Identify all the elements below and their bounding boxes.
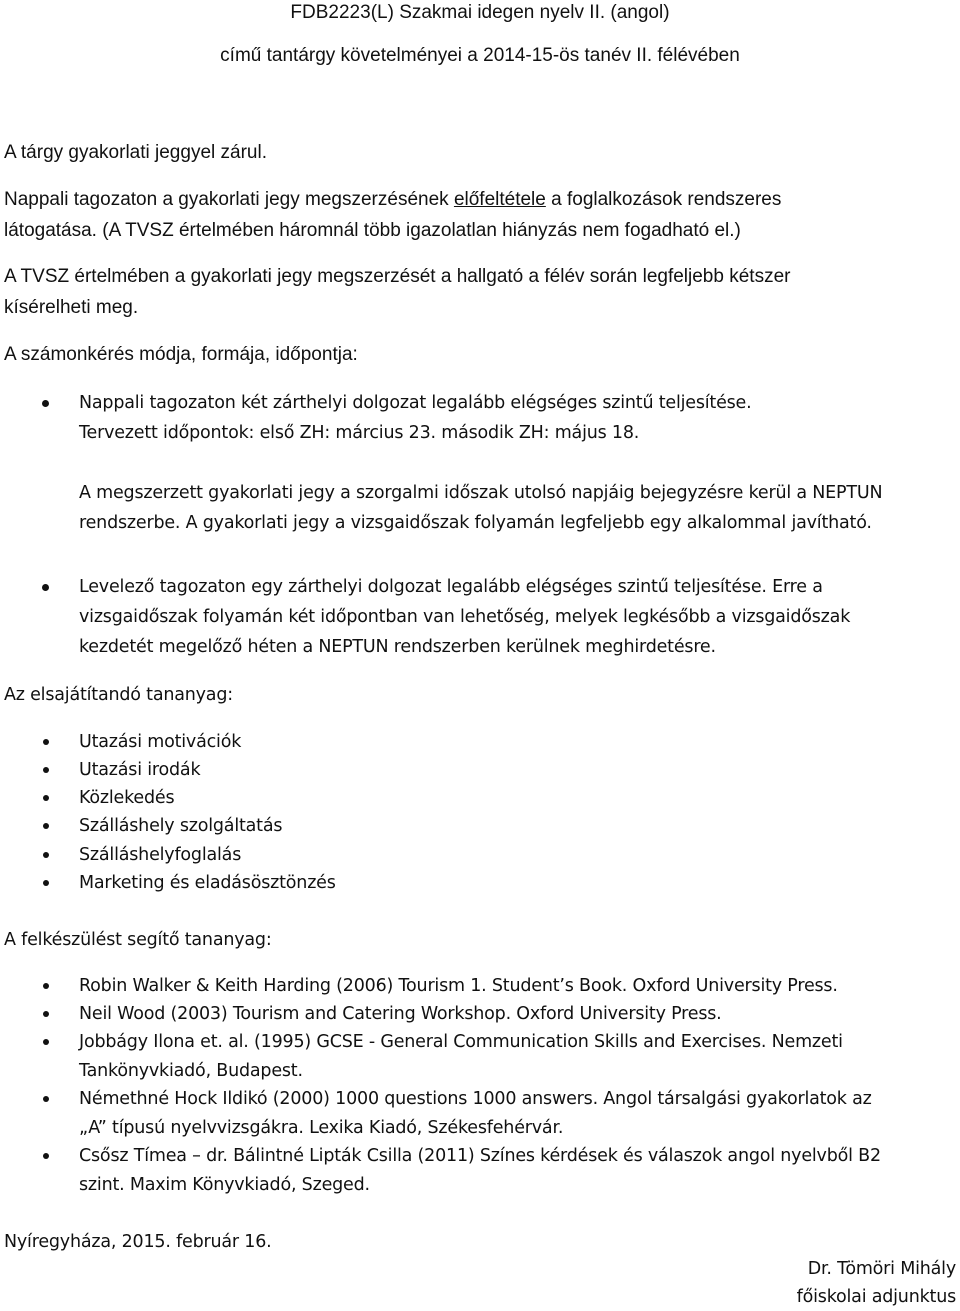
- reference-item-cont: „A” típusú nyelvvizsgákra. Lexika Kiadó, Székesfehérvár.: [79, 1118, 564, 1138]
- intro-paragraph-2-line2: látogatása. (A TVSZ értelmében háromnál több igazolatlan hiányzás nem fogadható el.): [4, 220, 741, 241]
- bullet-icon: [43, 795, 49, 801]
- bullet-icon: [43, 852, 49, 858]
- document-title-line2: című tantárgy követelményei a 2014-15-ös tanév II. félévében: [220, 45, 740, 66]
- reference-item-cont: Tankönyvkiadó, Budapest.: [79, 1061, 303, 1081]
- assessment-1-extra-line2: rendszerbe. A gyakorlati jegy a vizsgaidőszak folyamán legfeljebb egy alkalommal javítható.: [79, 513, 872, 533]
- assessment-2-line3: kezdetét megelőző héten a NEPTUN rendszerben kerülnek meghirdetésre.: [79, 637, 716, 657]
- bullet-icon: [43, 1096, 49, 1102]
- references-heading: A felkészülést segítő tananyag:: [4, 930, 272, 950]
- bullet-icon: [43, 1011, 49, 1017]
- intro-text: Nappali tagozaton a gyakorlati jegy megszerzésének: [4, 189, 454, 210]
- bullet-icon: [43, 767, 49, 773]
- bullet-icon: [43, 1153, 49, 1159]
- topic-item: Utazási irodák: [79, 760, 201, 780]
- document-title-line1: FDB2223(L) Szakmai idegen nyelv II. (angol): [290, 2, 670, 23]
- intro-paragraph-2-line1: [4, 186, 781, 214]
- assessment-2-line1: Levelező tagozaton egy zárthelyi dolgozat legalább elégséges szintű teljesítése. Erre a: [79, 577, 823, 597]
- bullet-icon: [43, 823, 49, 829]
- assessment-1-line2: Tervezett időpontok: első ZH: március 23. második ZH: május 18.: [79, 423, 640, 443]
- place-date: Nyíregyháza, 2015. február 16.: [4, 1232, 272, 1252]
- reference-item: Némethné Hock Ildikó (2000) 1000 questions 1000 answers. Angol társalgási gyakorlatok az: [79, 1089, 872, 1109]
- reference-item: Csősz Tímea – dr. Bálintné Lipták Csilla (2011) Színes kérdések és válaszok angol nyelvből B2: [79, 1146, 881, 1166]
- bullet-icon: [42, 400, 49, 407]
- topic-item: Közlekedés: [79, 788, 175, 808]
- bullet-icon: [43, 983, 49, 989]
- bullet-icon: [43, 739, 49, 745]
- topic-item: Szálláshely szolgáltatás: [79, 816, 283, 836]
- intro-paragraph-1: A tárgy gyakorlati jeggyel zárul.: [4, 142, 267, 163]
- assessment-heading: A számonkérés módja, formája, időpontja:: [4, 344, 358, 365]
- topic-item: Szálláshelyfoglalás: [79, 845, 242, 865]
- signer-title: főiskolai adjunktus: [796, 1287, 956, 1307]
- topic-item: Marketing és eladásösztönzés: [79, 873, 336, 893]
- assessment-1-line1: Nappali tagozaton két zárthelyi dolgozat legalább elégséges szintű teljesítése.: [79, 393, 752, 413]
- intro-underlined-term: előfeltétele: [453, 189, 546, 210]
- bullet-icon: [43, 880, 49, 886]
- intro-paragraph-3-line2: kísérelheti meg.: [4, 297, 139, 318]
- intro-text: a foglalkozások rendszeres: [545, 189, 782, 210]
- reference-item: Neil Wood (2003) Tourism and Catering Workshop. Oxford University Press.: [79, 1004, 722, 1024]
- reference-item: Robin Walker & Keith Harding (2006) Tourism 1. Student’s Book. Oxford University Press.: [79, 976, 838, 996]
- reference-item: Jobbágy Ilona et. al. (1995) GCSE - General Communication Skills and Exercises. Nemzeti: [79, 1032, 843, 1052]
- assessment-1-extra-line1: A megszerzett gyakorlati jegy a szorgalmi időszak utolsó napjáig bejegyzésre kerül a NEPTUN: [79, 483, 883, 503]
- bullet-icon: [43, 1039, 49, 1045]
- topics-heading: Az elsajátítandó tananyag:: [4, 685, 233, 705]
- intro-paragraph-3-line1: A TVSZ értelmében a gyakorlati jegy megszerzését a hallgató a félév során legfeljebb kétszer: [4, 266, 791, 287]
- assessment-2-line2: vizsgaidőszak folyamán két időpontban van lehetőség, melyek legkésőbb a vizsgaidőszak: [79, 607, 851, 627]
- bullet-icon: [42, 584, 49, 591]
- signer-name: Dr. Tömöri Mihály: [807, 1259, 956, 1279]
- reference-item-cont: szint. Maxim Könyvkiadó, Szeged.: [79, 1175, 370, 1195]
- topic-item: Utazási motivációk: [79, 732, 242, 752]
